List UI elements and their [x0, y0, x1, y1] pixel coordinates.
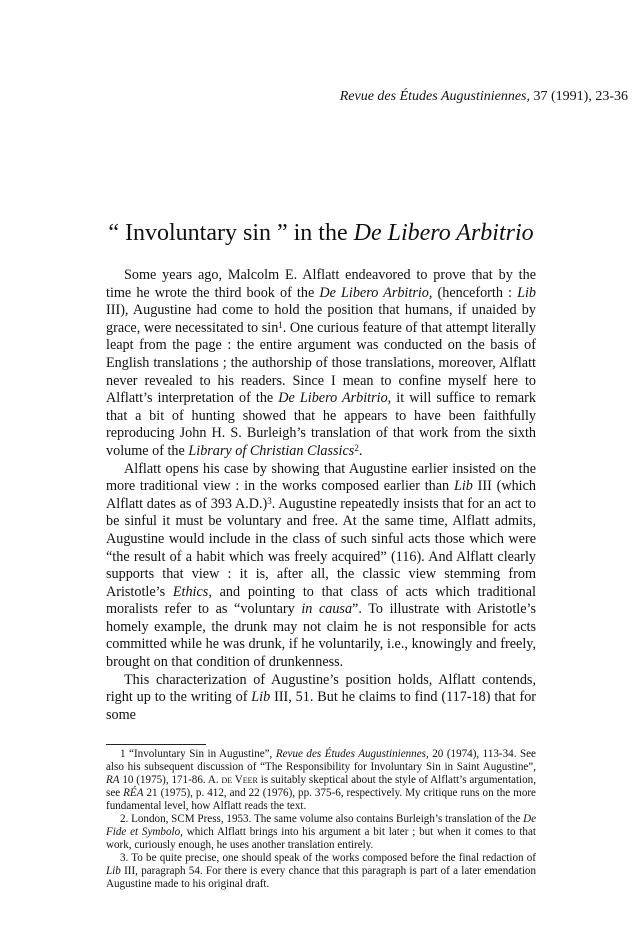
- running-header: [0, 89, 628, 105]
- footnote-1: 1 “Involuntary Sin in Augustine”, Revue des Études Augustiniennes, 20 (1974), 113-34. See also his subsequent discussion of “The Responsibility for Involuntary Sin in Saint Augustine”, RA 10 (1975), 171-86. A. de Veer is suitably skeptical about the style of Alflatt’s argumentation, see RÉA 21 (1975), p. 412, and 22 (1976), pp. 375-6, respectively. My critique runs on the more fundamental level, how Alflatt reads the text.: [106, 748, 536, 812]
- footnote-ref-2[interactable]: 2: [354, 442, 359, 453]
- article-body: [106, 267, 536, 724]
- footnote-2: 2. London, SCM Press, 1953. The same volume also contains Burleigh’s translation of the De Fide et Symbolo, which Alflatt brings into his argument a bit later ; but when it comes to that work, curiously enough, he uses another translation entirely.: [106, 813, 536, 851]
- footnote-ref-3[interactable]: 3: [267, 495, 272, 506]
- journal-name: Revue des Études Augustiniennes,: [339, 89, 530, 104]
- footnote-3: 3. To be quite precise, one should speak of the works composed before the final redaction of Lib III, paragraph 54. For there is every chance that this paragraph is part of a later emendation Augustine made to his original draft.: [106, 852, 536, 890]
- paragraph-1: Some years ago, Malcolm E. Alflatt endeavored to prove that by the time he wrote the third book of the De Libero Arbitrio, (henceforth : Lib III), Augustine had come to hold the position that humans, if unaided by grace, were necessitated to $\sin^1$. One curious feature of that attempt literally leapt from the page : the entire argument was conducted on the basis of English translations ; the authorship of those translations, moreover, Alflatt never revealed to his readers. Since I mean to confine myself here to Alflatt’s interpretation of the De Libero Arbitrio, it will suffice to remark that a bit of hunting showed that he appears to have been faithfully reproducing John H. S. Burleigh’s translation of that work from the sixth volume of the Library of Christian Classics$^2$.: [106, 267, 536, 459]
- title-work: De Libero Arbitrio: [353, 220, 534, 246]
- journal-citation: 37 (1991), 23-36: [533, 89, 628, 104]
- footnote-ref-1[interactable]: 1: [278, 319, 283, 330]
- paragraph-3: This characterization of Augustine’s position holds, Alflatt contends, right up to the writing of Lib III, 51. But he claims to find (117-18) that for some: [106, 671, 537, 723]
- article-title: “ Involuntary sin ” in the De Libero Arbitrio: [108, 220, 534, 246]
- footnotes: [106, 748, 536, 891]
- paragraph-2: Alflatt opens his case by showing that Augustine earlier insisted on the more traditional view : in the works composed earlier than Lib III (which Alflatt dates as of 393 A.D.)$^3$. Augustine repeatedly insists that for an act to be sinful it must be voluntary and free. At the same time, Alflatt admits, Augustine would include in the class of such sinful acts those which were “the result of a habit which was freely acquired” (116). And Alflatt clearly supports that view : it is, after all, the classic view stemming from Aristotle’s Ethics, and pointing to that class of acts which traditional moralists refer to as “voluntary in causa”. To illustrate with Aristotle’s homely example, the drunk may not claim he is not responsible for acts committed while he was drunk, if he voluntarily, i.e., knowingly and freely, brought on that condition of drunkenness.: [106, 460, 537, 671]
- footnote-divider: [106, 744, 206, 745]
